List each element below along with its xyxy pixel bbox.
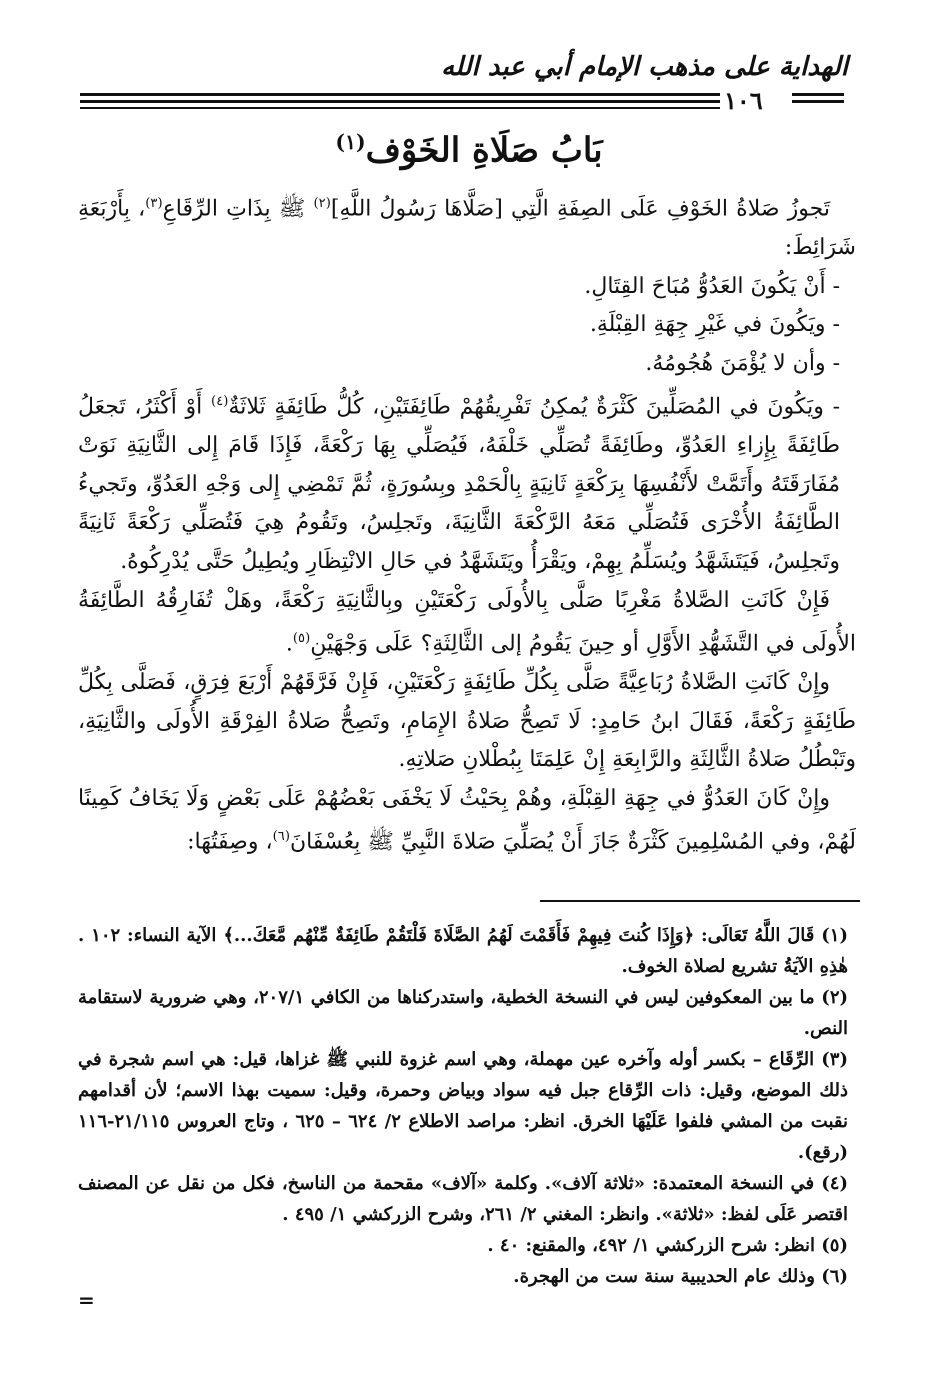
paragraph: وإِنْ كَانَتِ الصَّلاةُ رُبَاعِيَّةً صَلَّى بِكُلِّ طَائِفَةٍ رَكْعَتَيْنِ، فَإِنْ فَرَّقَهُمْ أَرْبَعَ فِرَقٍ، فَصَلَّى بِكُلِّ طَائِفَةٍ رَكْعَةً، فَقَالَ ابنُ حَامِدٍ: لَا تَصِحُّ صَلاةُ الإِمَامِ، وتَصِحُّ صَلاةُ الفِرْقَةِ الأُولَى والثَّانِيَةِ، وتَبْطُلُ صَلاةُ الثَّالِثَةِ والرَّابِعَةِ إِنْ عَلِمَتَا بِبُطْلانِ صَلاتِهِ.: [78, 670, 856, 773]
header-rule: [80, 93, 720, 96]
text-run: تَجوزُ صَلاةُ الخَوْفِ عَلَى الصِفَةِ الَّتِي [صَلَّاهَا رَسُولُ اللَّهِ]: [330, 196, 830, 222]
page-number: ١٠٦: [724, 86, 763, 115]
main-text: [78, 185, 856, 862]
footnotes: [78, 920, 848, 1292]
footnote-ref: (٤): [211, 394, 229, 410]
chapter-title: [0, 130, 938, 170]
text-run: وإِنْ كَانَ العَدُوُّ في جِهَةِ القِبْلَةِ، وهُمْ بِحَيْثُ لَا يَخْفَى بَعْضُهُمْ عَلَى بَعْضٍ وَلَا يَخَافُ كَمِينًا لَهُمْ، وفي المُسْلِمِينَ كَثْرَةٌ جَازَ أَنْ يُصَلِّيَ صَلاةَ النَّبِيِّ ﷺ بِعُسْفَانَ: [78, 785, 856, 855]
footnote: (٢) ما بين المعكوفين ليس في النسخة الخطية، واستدركناها من الكافي ٢٠٧/١، وهي ضرورية لاستقامة النص.: [78, 987, 849, 1039]
footnote-ref: (١): [335, 130, 366, 154]
header-rule: [80, 107, 720, 109]
condition-item: - أَنْ يَكُونَ العَدُوُّ مُبَاحَ القِتَالِ.: [584, 273, 840, 299]
condition-item: - وأن لا يُؤْمَنَ هُجُومُهُ.: [645, 350, 840, 376]
paragraph: [78, 582, 856, 665]
footnote: (٤) في النسخة المعتمدة: «ثلاثة آلاف». وكلمة «آلاف» مقحمة من الناسخ، فكل من نقل عن المصنف اقتصر عَلَى لفظ: «ثلاثة». وانظر: المغني ٢/ ٢٦١، وشرح الزركشي ١/ ٤٩٥ .: [78, 1173, 848, 1225]
paragraph: [78, 780, 856, 863]
header-rule: [792, 93, 844, 96]
chapter-title-text: بَابُ صَلَاةِ الخَوْف: [365, 130, 603, 171]
condition-item: [78, 383, 856, 581]
footnote: (٦) وذلك عام الحديبية سنة ست من الهجرة.: [513, 1266, 848, 1287]
text-run: أَوْ أَكْثَرُ، تَجعَلُ طَائِفَةً بِإِزاءِ العَدُوِّ، وطَائِفَةً تُصَلِّي خَلْفَهُ، فَيُصَلِّي بِهَا رَكْعَةً، فَإِذَا قَامَ إِلى الثَّانِيَةِ نَوَتْ مُفَارَقَتَهُ وأَتَمَّتْ لأَنْفُسِهَا بِرَكْعَةٍ ثَانِيَةٍ بِالْحَمْدِ وبِسُورَةٍ، ثُمَّ تَمْضِي إِلى وَجْهِ العَدُوِّ، وتَجيءُ الطَّائِفَةُ الأُخْرَى فَتُصَلِّي مَعَهُ الرَّكْعَةَ الثَّانِيَةَ، وتَجلِسُ، وتَقُومُ هِيَ فَتُصَلِّي رَكْعَةً ثَانِيَةً وتَجلِسُ، فَيَتَشَهَّدُ ويُسَلِّمُ بِهِمْ، ويَقْرَأُ ويَتَشَهَّدُ في حَالِ الانْتِظَارِ ويُطِيلُ حَتَّى يُدْرِكُوهُ.: [78, 394, 840, 574]
condition-item: - ويَكُونَ في غَيْرِ جِهَةِ القِبْلَةِ.: [589, 312, 840, 338]
continuation-mark: =: [78, 1288, 95, 1312]
footnote: (٥) انظر: شرح الزركشي ١/ ٤٩٢، والمقنع: ٤٠ .: [487, 1235, 848, 1256]
text-run: - ويَكُونَ في المُصَلِّينَ كَثْرَةٌ يُمكِنُ تَفْرِيقُهُمْ طَائِفَتَيْنِ، كُلُّ طَائِفَةٍ ثَلاثَةٌ: [228, 394, 840, 420]
paragraph: [78, 185, 856, 268]
header-rule: [792, 100, 844, 103]
text-run: ، وصِفَتُهَا:: [187, 829, 273, 855]
footnote-separator: [540, 900, 860, 902]
footnote: (٣) الرِّقَاع – بكسر أوله وآخره عين مهملة، وهي اسم غزوة للنبي ﷺ غزاها، قيل: هي اسم شجرة في ذلك الموضع، وقيل: ذات الرِّقاع جبل فيه سواد وبياض وحمرة، وقيل: سميت بهذا الاسم؛ لأن أقدامهم نقبت من المشي فلفوا عَلَيْهَا الخرق. انظر: مراصد الاطلاع ٢/ ٦٢٤ – ٦٢٥ ، وتاج العروس ٢١/١١٥-١١٦ (رقع).: [78, 1049, 848, 1163]
footnote: (١) قَالَ اللَّهُ تَعَالَى: ﴿وَإِذَا كُنتَ فِيهِمْ فَأَقَمْتَ لَهُمُ الصَّلَاةَ فَلْتَقُمْ طَائِفَةٌ مِّنْهُم مَّعَكَ...﴾ الآية النساء: ١٠٢ . هٰذِهِ الآيَةُ تشريع لصلاة الخوف.: [78, 925, 848, 977]
footnote-ref: (٣): [145, 196, 163, 211]
header-rule: [80, 100, 720, 103]
text-run: .: [285, 631, 293, 657]
text-run: فَإِنْ كَانَتِ الصَّلاةُ مَغْرِبًا صَلَّى بِالأُولَى رَكْعَتَيْنِ وبِالثَّانِيَةِ رَكْعَةً، وهَلْ تُفَارِقُهُ الطَّائِفَةُ الأُولَى في التَّشَهُّدِ الأَوَّلِ أو حِينَ يَقُومُ إلى الثَّالِثَةِ؟ عَلَى وَجْهَيْنِ: [78, 587, 856, 657]
footnote-ref: (٦): [272, 829, 290, 845]
footnote-ref: (٥): [292, 631, 311, 647]
text-run: ﷺ بِذَاتِ الرِّقَاعِ: [162, 196, 314, 222]
text-run: ، بِأَرْبَعَةِ شَرَائِطَ:: [78, 196, 856, 260]
running-title: الهداية على مذهب الإمام أبي عبد الله: [441, 52, 848, 82]
footnote-ref: (٢): [313, 196, 331, 211]
